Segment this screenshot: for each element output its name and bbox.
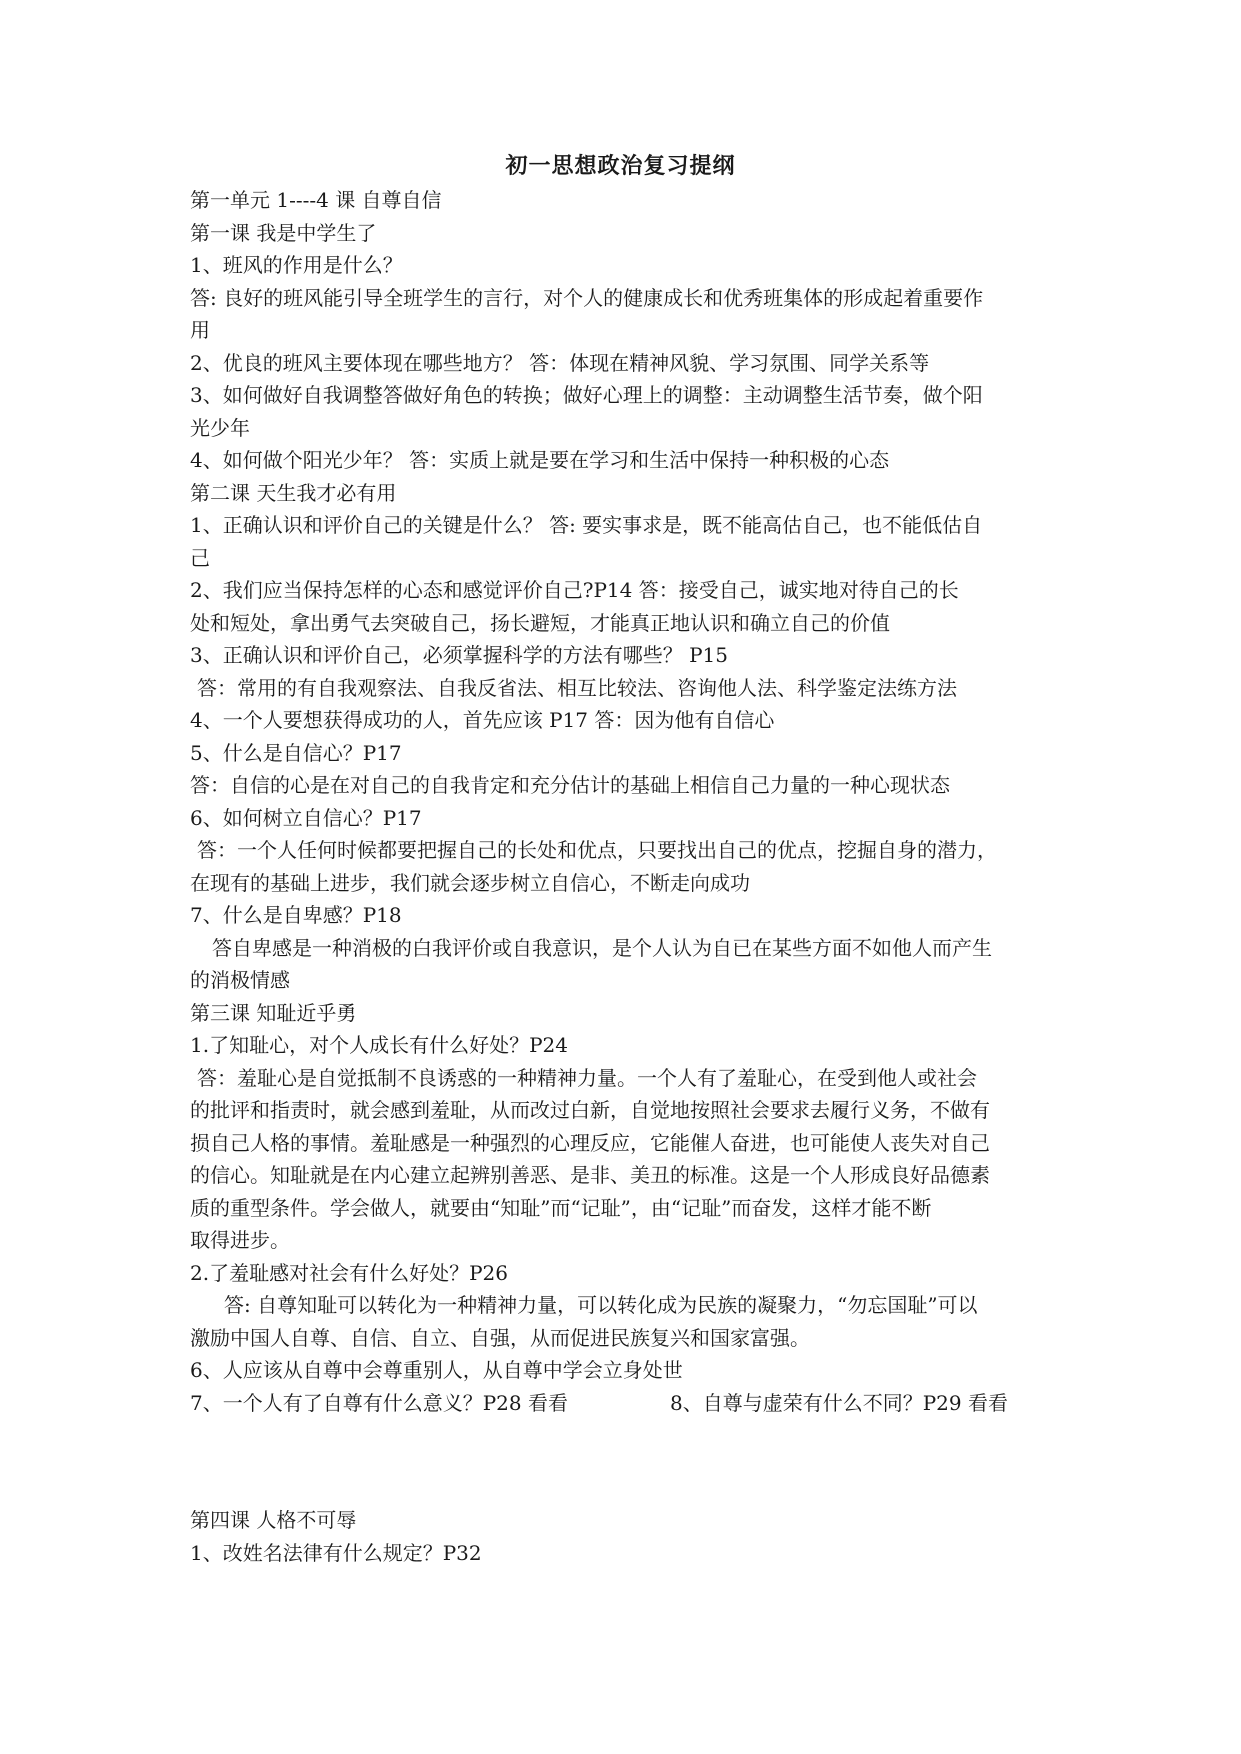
answer-line: 用	[190, 318, 210, 342]
question-line: 1、正确认识和评价自己的关键是什么？ 答: 要实事求是，既不能高估自己，也不能低估自	[190, 513, 983, 537]
question-line: 7、什么是自卑感？P18	[190, 903, 402, 927]
answer-line: 的信心。知耻就是在内心建立起辨别善恶、是非、美丑的标准。这是一个人形成良好品德素	[190, 1163, 990, 1187]
answer-line: 答：羞耻心是自觉抵制不良诱惑的一种精神力量。一个人有了羞耻心，在受到他人或社会	[197, 1065, 977, 1090]
answer-line: 己	[190, 545, 210, 570]
answer-line: 的消极情感	[190, 968, 290, 992]
question-line: 3、正确认识和评价自己，必须掌握科学的方法有哪些？ P15	[190, 643, 728, 667]
question-line: 4、一个人要想获得成功的人，首先应该 P17 答：因为他有自信心	[190, 708, 775, 732]
answer-line: 激励中国人自尊、自信、自立、自强，从而促进民族复兴和国家富强。	[190, 1325, 810, 1350]
answer-line: 的批评和指责时，就会感到羞耻，从而改过白新，自觉地按照社会要求去履行义务，不做有	[190, 1098, 990, 1122]
question-line: 2、优良的班风主要体现在哪些地方？ 答：体现在精神风貌、学习氛围、同学关系等	[190, 350, 930, 375]
answer-line: 质的重型条件。学会做人，就要由“知耻”而“记耻”，由“记耻”而奋发，这样才能不断	[190, 1195, 932, 1220]
document-body	[190, 184, 1070, 1569]
answer-line: 处和短处，拿出勇气去突破自己，扬长避短，才能真正地认识和确立自己的价值	[190, 610, 890, 635]
answer-line: 答：一个人任何时候都要把握自己的长处和优点，只要找出自己的优点，挖掘自身的潜力，	[197, 838, 997, 862]
question-7: 7、一个人有了自尊有什么意义？P28 看看	[190, 1390, 568, 1415]
answer-line: 在现有的基础上进步，我们就会逐步树立自信心，不断走向成功	[190, 870, 750, 895]
answer-line: 答: 自尊知耻可以转化为一种精神力量，可以转化成为民族的凝聚力，“勿忘国耻”可以	[224, 1293, 978, 1317]
answer-line: 损自己人格的事情。羞耻感是一种强烈的心理反应，它能催人奋进，也可能使人丧失对自己	[190, 1130, 990, 1155]
lesson-heading: 第三课 知耻近乎勇	[190, 1000, 357, 1025]
question-line: 6、人应该从自尊中会尊重别人，从自尊中学会立身处世	[190, 1358, 683, 1382]
answer-line: 取得进步。	[190, 1228, 290, 1252]
question-line: 1、改姓名法律有什么规定？P32	[190, 1540, 482, 1565]
lesson-heading: 第二课 天生我才必有用	[190, 480, 397, 505]
question-line: 1、班风的作用是什么？	[190, 253, 403, 277]
answer-line: 答: 良好的班风能引导全班学生的言行，对个人的健康成长和优秀班集体的形成起着重要作	[190, 285, 984, 310]
question-pair-line	[190, 1387, 1070, 1420]
answer-line: 答自卑感是一种消极的白我评价或自我意识，是个人认为自已在某些方面不如他人而产生	[212, 935, 992, 960]
document-title: 初一思想政治复习提纲	[505, 153, 736, 179]
question-8: 8、自尊与虚荣有什么不同？P29 看看	[670, 1390, 1008, 1415]
question-line: 2.了羞耻感对社会有什么好处？P26	[190, 1260, 508, 1285]
answer-line: 光少年	[190, 415, 250, 440]
lesson-heading: 第四课 人格不可辱	[190, 1508, 357, 1532]
answer-line: 答：自信的心是在对自己的自我肯定和充分估计的基础上相信自己力量的一种心现状态	[190, 773, 950, 797]
question-line: 2、我们应当保持怎样的心态和感觉评价自己?P14 答：接受自己，诚实地对待自己的长	[190, 578, 959, 602]
blank-gap	[190, 1419, 1070, 1504]
question-line: 4、如何做个阳光少年？ 答：实质上就是要在学习和生活中保持一种积极的心态	[190, 448, 890, 472]
lesson-heading: 第一课 我是中学生了	[190, 220, 377, 245]
question-line: 5、什么是自信心？P17	[190, 740, 402, 765]
answer-line: 答：常用的有自我观察法、自我反省法、相互比较法、咨询他人法、科学鉴定法练方法	[197, 675, 957, 700]
question-line: 3、如何做好自我调整答做好角色的转换；做好心理上的调整：主动调整生活节奏，做个阳	[190, 383, 983, 407]
question-line: 6、如何树立自信心？P17	[190, 805, 422, 830]
unit-heading: 第一单元 1----4 课 自尊自信	[190, 188, 442, 212]
question-line: 1.了知耻心，对个人成长有什么好处？P24	[190, 1033, 568, 1057]
